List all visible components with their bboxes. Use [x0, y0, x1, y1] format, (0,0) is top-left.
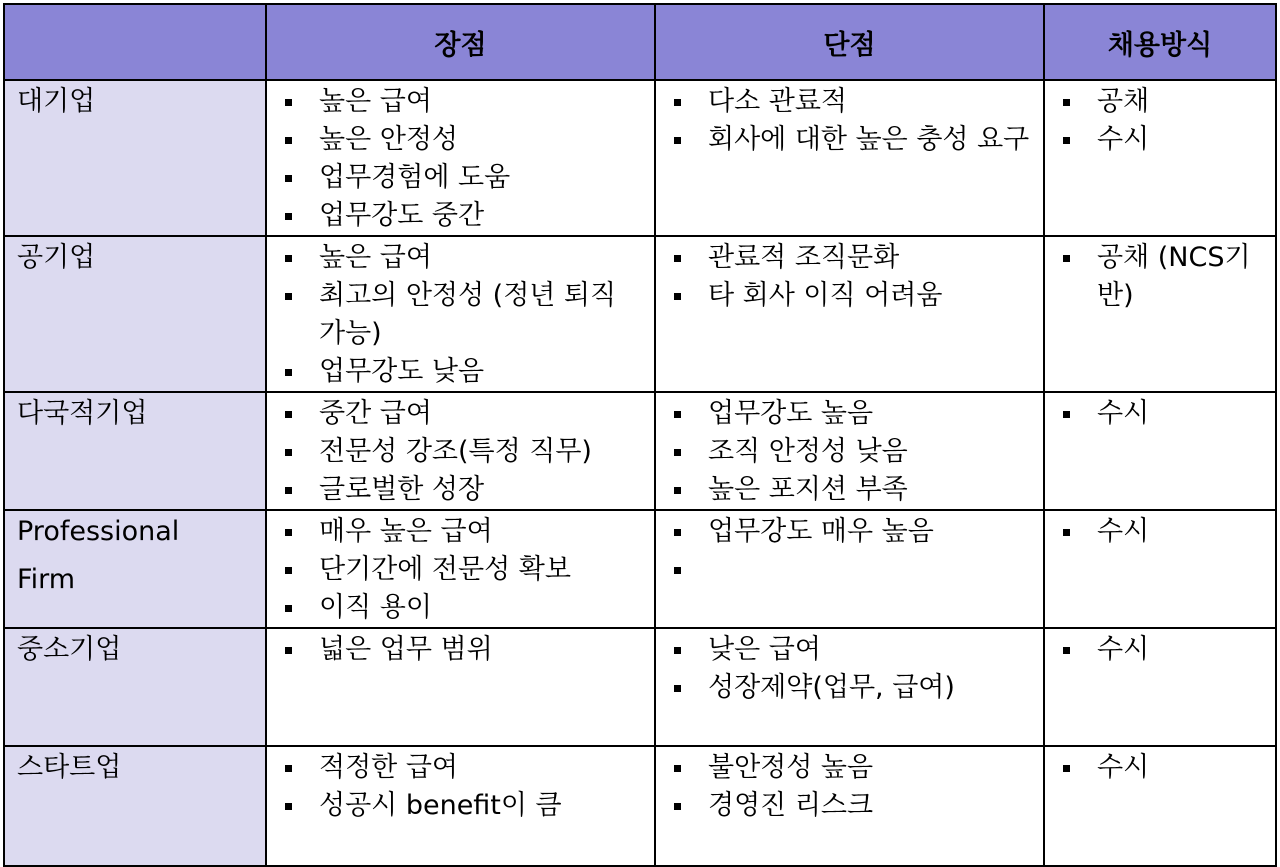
list-item-text: 업무강도 매우 높음 — [708, 516, 934, 547]
company-type-label: 스타트업 — [17, 752, 122, 783]
square-bullet-icon — [674, 137, 681, 144]
square-bullet-icon — [1063, 765, 1070, 772]
cons-list — [674, 749, 1037, 825]
pros-cell — [266, 746, 655, 866]
list-item-text: 관료적 조직문화 — [708, 242, 900, 273]
square-bullet-icon — [285, 803, 292, 810]
cons-list — [674, 513, 1037, 589]
square-bullet-icon — [1063, 411, 1070, 418]
list-item-text: 낮은 급여 — [708, 634, 821, 665]
row-header-cell — [4, 392, 266, 510]
hiring-list — [1063, 513, 1269, 551]
table-row — [4, 236, 1276, 392]
list-item-text: 전문성 강조(특정 직무) — [319, 436, 592, 467]
list-item — [285, 471, 648, 509]
list-item — [674, 121, 1037, 159]
pros-list — [285, 631, 648, 669]
list-item — [285, 589, 648, 627]
list-item — [674, 471, 1037, 509]
list-item — [1063, 631, 1269, 669]
list-item — [285, 121, 648, 159]
table-row — [4, 628, 1276, 746]
square-bullet-icon — [285, 175, 292, 182]
list-item-text: 이직 용이 — [319, 592, 432, 623]
square-bullet-icon — [285, 213, 292, 220]
cons-cell — [655, 628, 1044, 746]
header-pros: 장점 — [266, 4, 655, 80]
pros-list — [285, 239, 648, 391]
list-item-text: 수시 — [1097, 752, 1150, 783]
square-bullet-icon — [674, 487, 681, 494]
pros-cell — [266, 628, 655, 746]
pros-cell — [266, 510, 655, 628]
cons-list — [674, 631, 1037, 707]
list-item — [674, 669, 1037, 707]
row-header-cell — [4, 628, 266, 746]
cons-cell — [655, 746, 1044, 866]
list-item — [285, 83, 648, 121]
comparison-table-wrapper — [3, 3, 1275, 847]
pros-cell — [266, 80, 655, 236]
square-bullet-icon — [1063, 137, 1070, 144]
list-item — [285, 551, 648, 589]
list-item — [674, 749, 1037, 787]
company-type-label: Firm — [17, 564, 75, 595]
list-item — [674, 433, 1037, 471]
square-bullet-icon — [285, 449, 292, 456]
list-item — [674, 83, 1037, 121]
square-bullet-icon — [285, 137, 292, 144]
list-item — [674, 277, 1037, 315]
row-header-cell — [4, 236, 266, 392]
square-bullet-icon — [674, 411, 681, 418]
pros-list — [285, 395, 648, 509]
list-item-text: 업무강도 낮음 — [319, 356, 485, 387]
list-item — [285, 631, 648, 669]
list-item — [285, 787, 648, 825]
cons-list — [674, 239, 1037, 315]
list-item-text: 업무강도 높음 — [708, 398, 874, 429]
pros-cell — [266, 236, 655, 392]
header-hiring: 채용방식 — [1044, 4, 1276, 80]
list-item — [674, 551, 1037, 589]
list-item-text: 수시 — [1097, 124, 1150, 155]
table-body — [4, 80, 1276, 866]
pros-cell — [266, 392, 655, 510]
list-item-text: 단기간에 전문성 확보 — [319, 554, 571, 585]
square-bullet-icon — [674, 765, 681, 772]
square-bullet-icon — [285, 255, 292, 262]
list-item-text: 경영진 리스크 — [708, 790, 874, 821]
list-item-text: 다소 관료적 — [708, 86, 847, 117]
hiring-cell — [1044, 80, 1276, 236]
table-row — [4, 80, 1276, 236]
hiring-cell — [1044, 510, 1276, 628]
list-item-text: 높은 급여 — [319, 86, 432, 117]
list-item — [1063, 239, 1269, 315]
company-type-label: Professional — [17, 516, 180, 547]
square-bullet-icon — [285, 487, 292, 494]
list-item-text: 적정한 급여 — [319, 752, 458, 783]
list-item-text: 공채 (NCS기반) — [1097, 242, 1251, 311]
square-bullet-icon — [674, 529, 681, 536]
list-item — [1063, 83, 1269, 121]
list-item-text: 넓은 업무 범위 — [319, 634, 493, 665]
list-item-text: 글로벌한 성장 — [319, 474, 485, 505]
square-bullet-icon — [674, 647, 681, 654]
list-item — [1063, 121, 1269, 159]
company-type-label: 대기업 — [17, 86, 96, 117]
hiring-list — [1063, 83, 1269, 159]
list-item-text: 수시 — [1097, 634, 1150, 665]
list-item — [285, 353, 648, 391]
pros-list — [285, 83, 648, 235]
list-item-text: 최고의 안정성 (정년 퇴직 가능) — [319, 280, 617, 349]
hiring-cell — [1044, 236, 1276, 392]
list-item — [674, 787, 1037, 825]
list-item — [674, 395, 1037, 433]
square-bullet-icon — [285, 647, 292, 654]
list-item-text: 높은 안정성 — [319, 124, 458, 155]
table-row — [4, 746, 1276, 866]
list-item — [285, 749, 648, 787]
company-type-label: 공기업 — [17, 242, 96, 273]
list-item-text: 매우 높은 급여 — [319, 516, 493, 547]
square-bullet-icon — [1063, 647, 1070, 654]
list-item-text: 회사에 대한 높은 충성 요구 — [708, 124, 1030, 155]
table-row — [4, 392, 1276, 510]
company-type-label: 다국적기업 — [17, 398, 148, 429]
row-header-cell — [4, 80, 266, 236]
square-bullet-icon — [674, 99, 681, 106]
list-item — [1063, 513, 1269, 551]
square-bullet-icon — [285, 369, 292, 376]
list-item — [674, 513, 1037, 551]
square-bullet-icon — [674, 685, 681, 692]
list-item — [285, 513, 648, 551]
list-item — [674, 631, 1037, 669]
square-bullet-icon — [285, 411, 292, 418]
header-cons: 단점 — [655, 4, 1044, 80]
cons-cell — [655, 392, 1044, 510]
cons-cell — [655, 80, 1044, 236]
square-bullet-icon — [674, 293, 681, 300]
hiring-cell — [1044, 746, 1276, 866]
header-row — [4, 4, 1276, 80]
square-bullet-icon — [285, 765, 292, 772]
list-item-text: 성공시 benefit이 큼 — [319, 790, 562, 821]
hiring-cell — [1044, 392, 1276, 510]
list-item-text: 성장제약(업무, 급여) — [708, 672, 955, 703]
company-type-comparison-table — [3, 3, 1277, 867]
cons-list — [674, 395, 1037, 509]
list-item — [285, 277, 648, 353]
cons-cell — [655, 510, 1044, 628]
square-bullet-icon — [674, 803, 681, 810]
list-item-text: 중간 급여 — [319, 398, 432, 429]
list-item — [285, 395, 648, 433]
square-bullet-icon — [285, 605, 292, 612]
square-bullet-icon — [285, 293, 292, 300]
cons-list — [674, 83, 1037, 159]
list-item-text: 조직 안정성 낮음 — [708, 436, 908, 467]
list-item-text: 수시 — [1097, 398, 1150, 429]
hiring-list — [1063, 239, 1269, 315]
list-item-text: 공채 — [1097, 86, 1150, 117]
hiring-list — [1063, 631, 1269, 669]
hiring-list — [1063, 749, 1269, 787]
list-item-text: 높은 급여 — [319, 242, 432, 273]
list-item-text: 업무경험에 도움 — [319, 162, 511, 193]
list-item — [285, 239, 648, 277]
row-header-cell — [4, 746, 266, 866]
square-bullet-icon — [1063, 99, 1070, 106]
row-header-cell — [4, 510, 266, 628]
list-item — [285, 159, 648, 197]
square-bullet-icon — [285, 529, 292, 536]
list-item — [674, 239, 1037, 277]
hiring-cell — [1044, 628, 1276, 746]
pros-list — [285, 513, 648, 627]
list-item — [285, 197, 648, 235]
list-item — [1063, 749, 1269, 787]
square-bullet-icon — [285, 567, 292, 574]
list-item — [1063, 395, 1269, 433]
square-bullet-icon — [674, 449, 681, 456]
square-bullet-icon — [1063, 529, 1070, 536]
header-corner — [4, 4, 266, 80]
hiring-list — [1063, 395, 1269, 433]
list-item-text: 높은 포지션 부족 — [708, 474, 908, 505]
list-item-text: 업무강도 중간 — [319, 200, 485, 231]
square-bullet-icon — [285, 99, 292, 106]
cons-cell — [655, 236, 1044, 392]
list-item-text: 불안정성 높음 — [708, 752, 874, 783]
list-item-text: 타 회사 이직 어려움 — [708, 280, 943, 311]
square-bullet-icon — [1063, 255, 1070, 262]
list-item-text: 수시 — [1097, 516, 1150, 547]
company-type-label: 중소기업 — [17, 634, 122, 665]
square-bullet-icon — [674, 567, 681, 574]
square-bullet-icon — [674, 255, 681, 262]
table-row — [4, 510, 1276, 628]
pros-list — [285, 749, 648, 825]
list-item — [285, 433, 648, 471]
